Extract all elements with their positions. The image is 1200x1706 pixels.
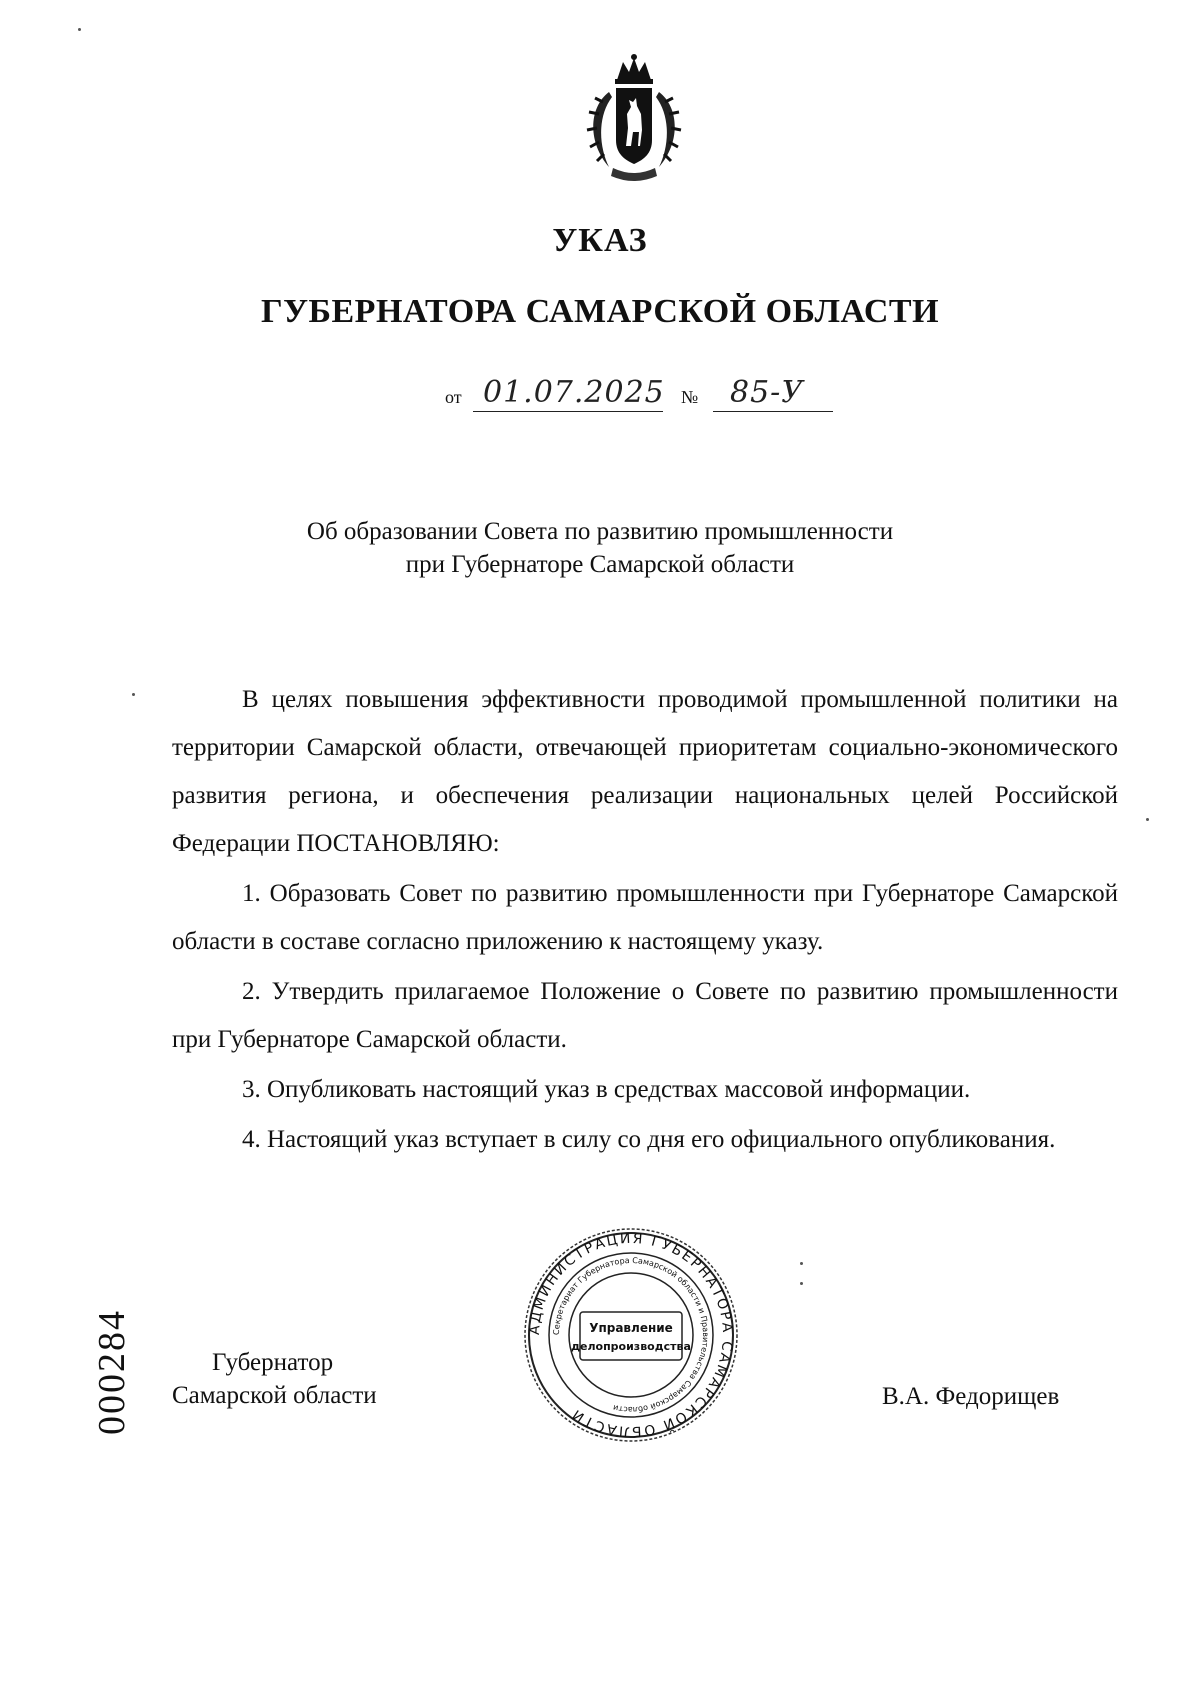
- scan-speck: [800, 1262, 803, 1265]
- clause-paragraph: 3. Опубликовать настоящий указ в средствах массовой информации.: [242, 1076, 971, 1103]
- date-number-line: [445, 375, 835, 412]
- document-body: [172, 676, 1118, 1166]
- clause-paragraph: 1. Образовать Совет по развитию промышленности при Губернаторе Самарской области в составе согласно приложению к настоящему указу.: [172, 880, 1118, 955]
- signatory-name: В.А. Федорищев: [882, 1383, 1060, 1410]
- position-line: Самарской области: [172, 1382, 377, 1409]
- stamp-inner-text: Секретариат Губернатора Самарской области и Правительства Самарской области: [551, 1255, 711, 1415]
- number-underline: [713, 411, 833, 412]
- stamp-outer-text: АДМИНИСТРАЦИЯ ГУБЕРНАТОРА САМАРСКОЙ ОБЛАСТИ: [526, 1230, 736, 1440]
- number-label: №: [681, 387, 699, 407]
- date-from-label: от: [445, 387, 462, 407]
- document-type-title: УКАЗ: [552, 222, 648, 259]
- scan-speck: [132, 693, 135, 696]
- clause-paragraph: 2. Утвердить прилагаемое Положение о Совете по развитию промышленности при Губернаторе Самарской области.: [172, 978, 1118, 1053]
- subject-line: Об образовании Совета по развитию промышленности: [306, 518, 894, 545]
- clause-paragraph: 4. Настоящий указ вступает в силу со дня его официального опубликования.: [242, 1126, 1056, 1153]
- preamble-paragraph: В целях повышения эффективности проводимой промышленной политики на территории Самарской области, отвечающей приоритетам социально-экономического развития региона, и обеспечения реализации национальных целей Российской Федерации ПОСТАНОВЛЯЮ:: [172, 686, 1118, 857]
- issuer-title: ГУБЕРНАТОРА САМАРСКОЙ ОБЛАСТИ: [260, 293, 940, 330]
- document-subject: [0, 515, 1200, 581]
- subject-line: при Губернаторе Самарской области: [405, 551, 795, 578]
- samara-coat-of-arms-icon: [579, 52, 689, 186]
- signatory-position: [172, 1346, 377, 1412]
- scan-speck: [1146, 818, 1149, 821]
- official-stamp: [520, 1224, 742, 1446]
- date-underline: [473, 411, 663, 412]
- handwritten-number: 85-У: [730, 375, 804, 410]
- stamp-center-line: Управление: [589, 1321, 673, 1335]
- stamp-center-line: делопроизводства: [571, 1340, 691, 1353]
- handwritten-date: 01.07.2025: [483, 375, 665, 410]
- position-line: Губернатор: [212, 1349, 334, 1376]
- registration-number: 000284: [91, 1309, 133, 1435]
- scan-speck: [78, 28, 81, 31]
- scan-speck: [800, 1282, 803, 1285]
